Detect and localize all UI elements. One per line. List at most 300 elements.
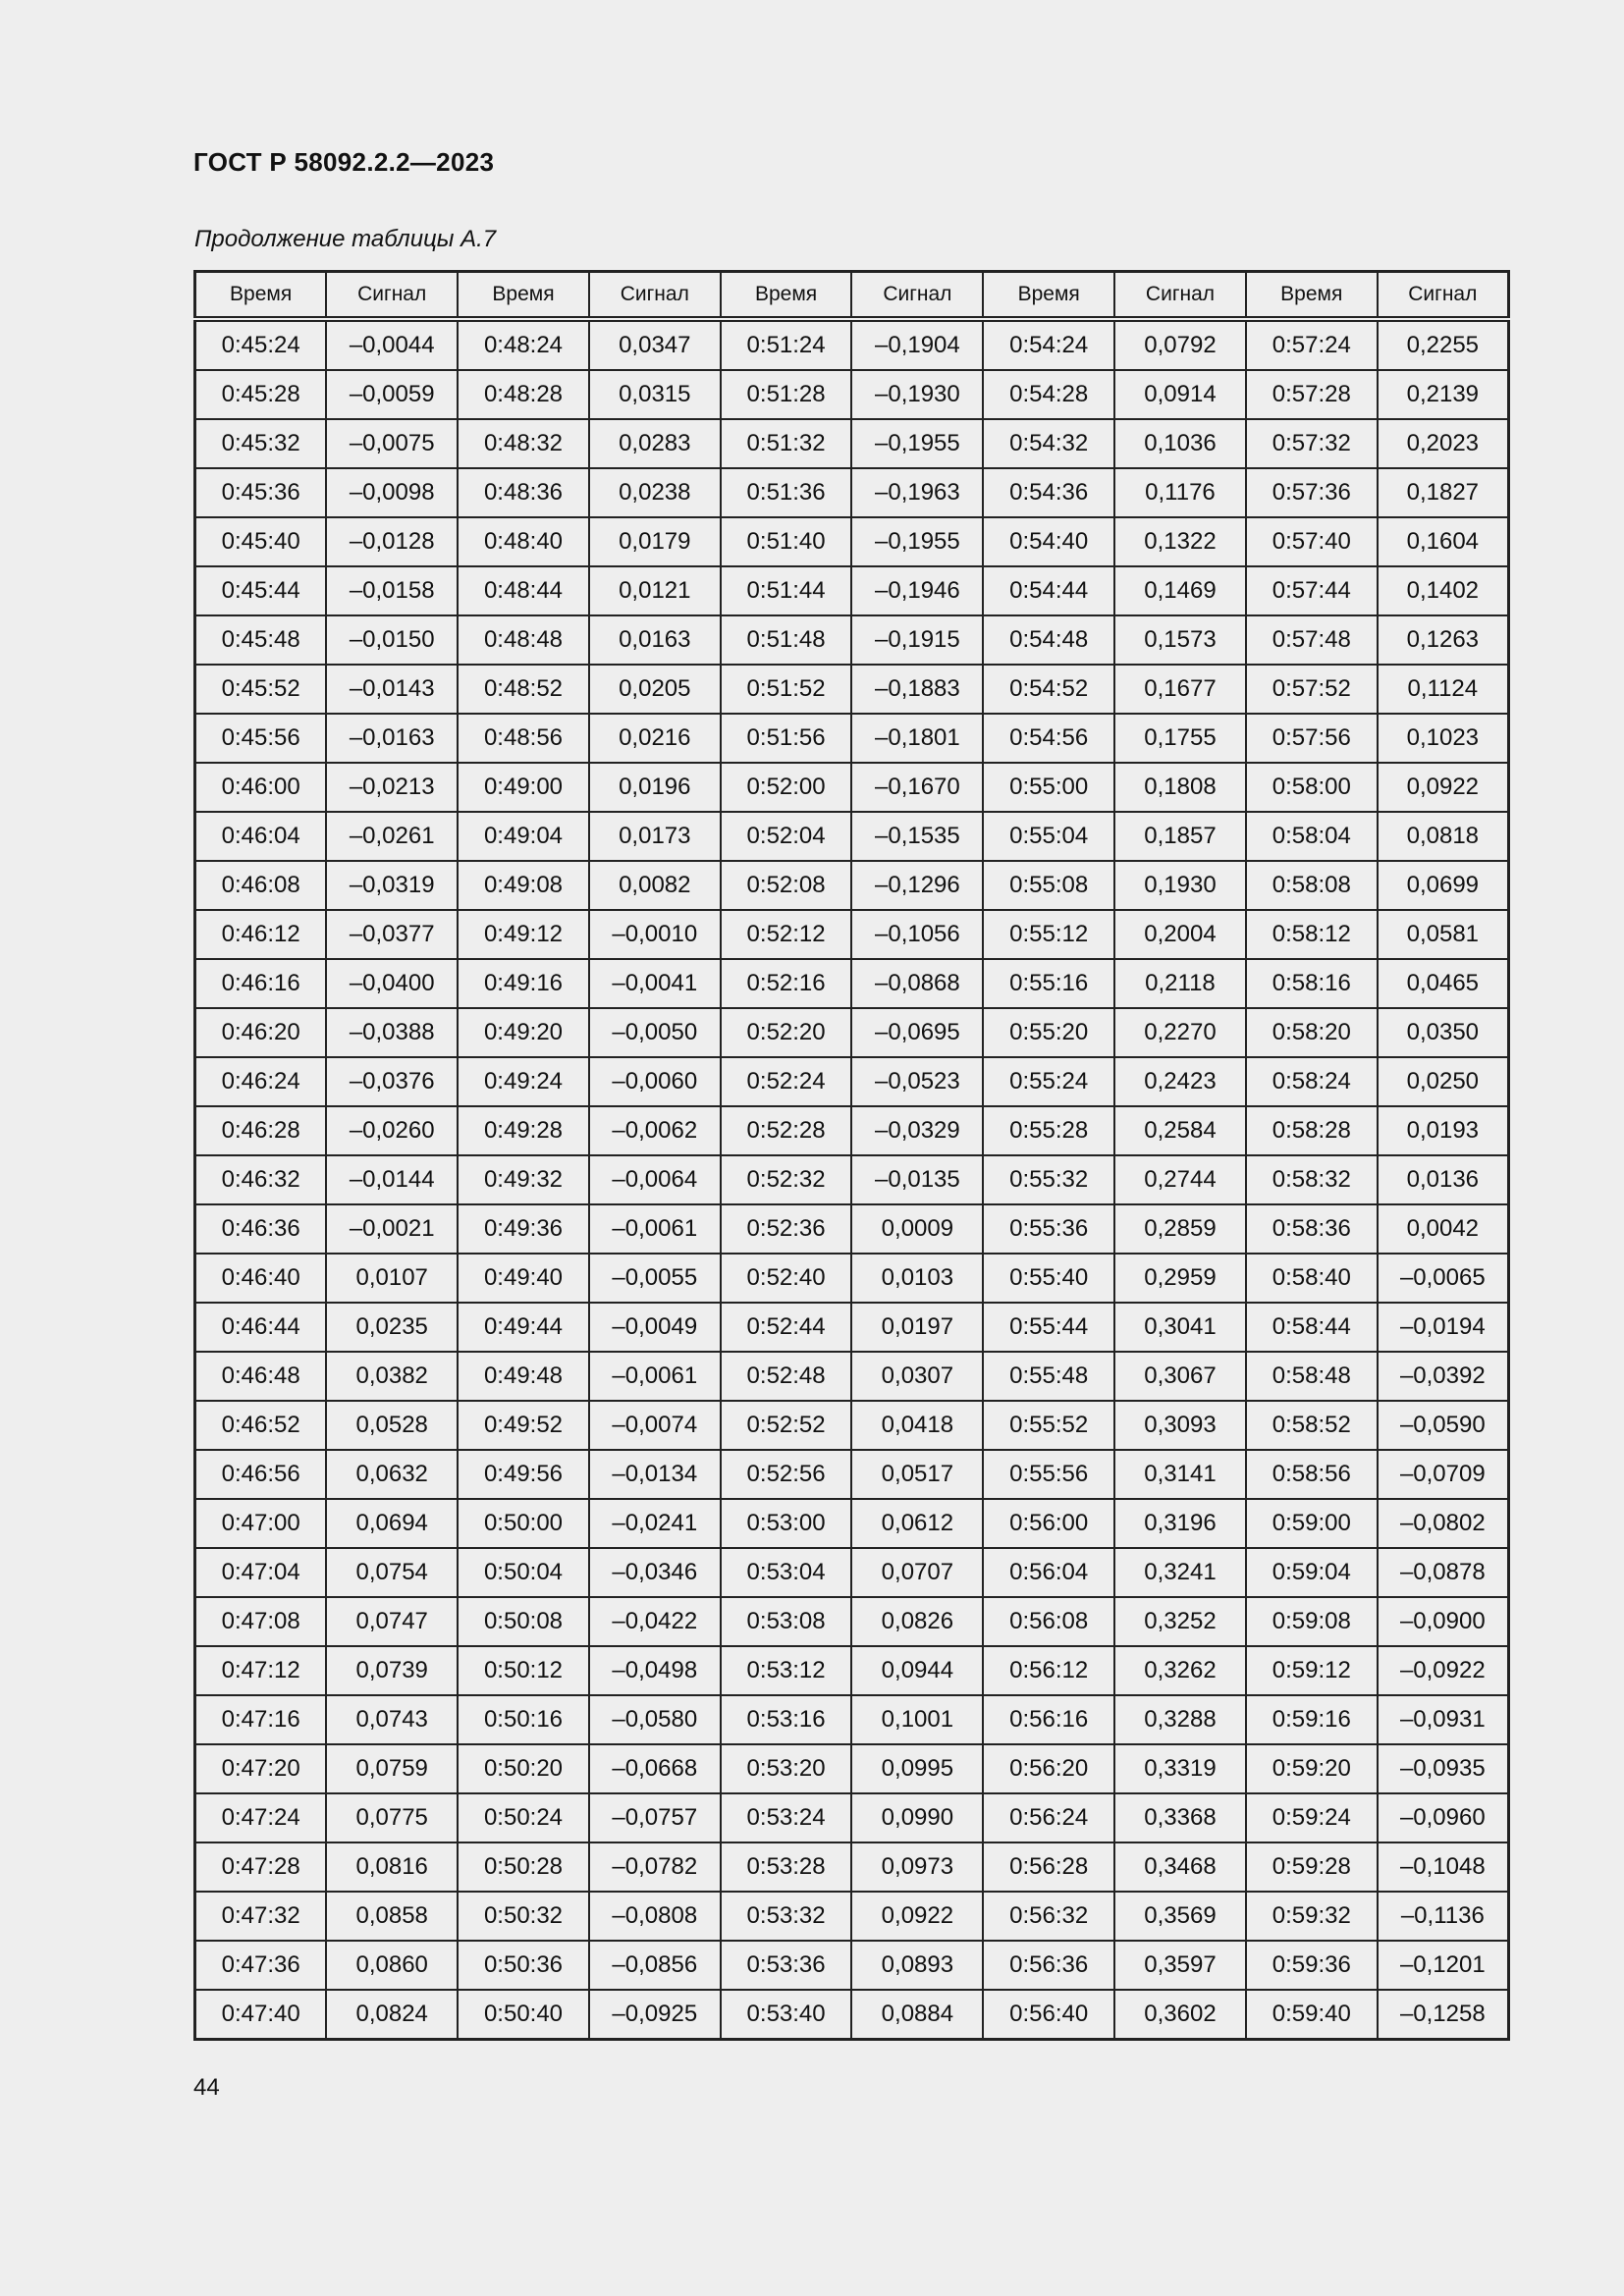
page-number: 44 — [193, 2074, 220, 2101]
table-row — [195, 566, 1509, 615]
time-cell: 0:51:40 — [721, 517, 852, 566]
time-cell: 0:57:28 — [1246, 370, 1378, 419]
time-cell: 0:57:40 — [1246, 517, 1378, 566]
signal-cell: 0,0216 — [589, 714, 721, 763]
signal-cell: –0,0144 — [326, 1155, 458, 1204]
signal-cell: 0,1677 — [1114, 665, 1246, 714]
time-cell: 0:59:12 — [1246, 1646, 1378, 1695]
time-cell: 0:56:04 — [983, 1548, 1114, 1597]
time-cell: 0:59:08 — [1246, 1597, 1378, 1646]
table-row — [195, 763, 1509, 812]
time-cell: 0:56:28 — [983, 1842, 1114, 1892]
time-cell: 0:58:40 — [1246, 1254, 1378, 1303]
signal-cell: –0,0376 — [326, 1057, 458, 1106]
signal-cell: 0,3368 — [1114, 1793, 1246, 1842]
signal-cell: –0,0392 — [1378, 1352, 1509, 1401]
signal-cell: –0,1056 — [851, 910, 983, 959]
signal-cell: 0,0136 — [1378, 1155, 1509, 1204]
time-cell: 0:50:24 — [458, 1793, 589, 1842]
time-cell: 0:47:28 — [195, 1842, 327, 1892]
time-cell: 0:56:12 — [983, 1646, 1114, 1695]
time-cell: 0:48:44 — [458, 566, 589, 615]
signal-cell: 0,0922 — [851, 1892, 983, 1941]
time-cell: 0:46:04 — [195, 812, 327, 861]
signal-cell: –0,0523 — [851, 1057, 983, 1106]
signal-cell: 0,0250 — [1378, 1057, 1509, 1106]
signal-cell: 0,0307 — [851, 1352, 983, 1401]
time-cell: 0:55:16 — [983, 959, 1114, 1008]
signal-cell: –0,0010 — [589, 910, 721, 959]
time-cell: 0:56:16 — [983, 1695, 1114, 1744]
signal-cell: –0,0590 — [1378, 1401, 1509, 1450]
time-cell: 0:53:20 — [721, 1744, 852, 1793]
signal-cell: –0,0802 — [1378, 1499, 1509, 1548]
time-cell: 0:53:24 — [721, 1793, 852, 1842]
time-cell: 0:52:24 — [721, 1057, 852, 1106]
table-row — [195, 1695, 1509, 1744]
time-cell: 0:52:08 — [721, 861, 852, 910]
signal-cell: 0,2139 — [1378, 370, 1509, 419]
time-cell: 0:52:04 — [721, 812, 852, 861]
time-cell: 0:54:40 — [983, 517, 1114, 566]
signal-cell: 0,0163 — [589, 615, 721, 665]
time-cell: 0:50:00 — [458, 1499, 589, 1548]
signal-cell: 0,2023 — [1378, 419, 1509, 468]
time-cell: 0:49:28 — [458, 1106, 589, 1155]
time-cell: 0:46:32 — [195, 1155, 327, 1204]
table-row — [195, 959, 1509, 1008]
signal-cell: –0,0065 — [1378, 1254, 1509, 1303]
time-cell: 0:55:04 — [983, 812, 1114, 861]
signal-cell: –0,0388 — [326, 1008, 458, 1057]
time-cell: 0:58:48 — [1246, 1352, 1378, 1401]
signal-cell: –0,0128 — [326, 517, 458, 566]
time-cell: 0:51:48 — [721, 615, 852, 665]
signal-cell: –0,0241 — [589, 1499, 721, 1548]
signal-cell: 0,0818 — [1378, 812, 1509, 861]
signal-cell: –0,1955 — [851, 419, 983, 468]
time-cell: 0:46:08 — [195, 861, 327, 910]
time-cell: 0:51:52 — [721, 665, 852, 714]
signal-cell: –0,0041 — [589, 959, 721, 1008]
column-header: Время — [195, 272, 327, 320]
signal-cell: 0,0238 — [589, 468, 721, 517]
table-row — [195, 665, 1509, 714]
time-cell: 0:58:20 — [1246, 1008, 1378, 1057]
signal-cell: 0,3241 — [1114, 1548, 1246, 1597]
time-cell: 0:55:12 — [983, 910, 1114, 959]
table-row — [195, 1646, 1509, 1695]
signal-cell: –0,1670 — [851, 763, 983, 812]
signal-cell: –0,0064 — [589, 1155, 721, 1204]
time-cell: 0:50:16 — [458, 1695, 589, 1744]
signal-cell: 0,0990 — [851, 1793, 983, 1842]
signal-cell: 0,0707 — [851, 1548, 983, 1597]
signal-cell: 0,0612 — [851, 1499, 983, 1548]
table-row — [195, 1303, 1509, 1352]
table-row — [195, 1597, 1509, 1646]
time-cell: 0:56:00 — [983, 1499, 1114, 1548]
time-cell: 0:49:40 — [458, 1254, 589, 1303]
time-cell: 0:54:28 — [983, 370, 1114, 419]
signal-cell: –0,0935 — [1378, 1744, 1509, 1793]
signal-cell: 0,3262 — [1114, 1646, 1246, 1695]
signal-cell: 0,0107 — [326, 1254, 458, 1303]
signal-cell: 0,0528 — [326, 1401, 458, 1450]
table-row — [195, 517, 1509, 566]
signal-cell: –0,0260 — [326, 1106, 458, 1155]
signal-cell: 0,0893 — [851, 1941, 983, 1990]
signal-cell: 0,1322 — [1114, 517, 1246, 566]
time-cell: 0:59:40 — [1246, 1990, 1378, 2040]
signal-cell: 0,0743 — [326, 1695, 458, 1744]
table-row — [195, 1990, 1509, 2040]
signal-cell: 0,0699 — [1378, 861, 1509, 910]
time-cell: 0:57:32 — [1246, 419, 1378, 468]
signal-cell: 0,3468 — [1114, 1842, 1246, 1892]
column-header: Сигнал — [1378, 272, 1509, 320]
time-cell: 0:54:32 — [983, 419, 1114, 468]
table-row — [195, 1941, 1509, 1990]
time-cell: 0:58:52 — [1246, 1401, 1378, 1450]
signal-cell: 0,0739 — [326, 1646, 458, 1695]
signal-cell: 0,0418 — [851, 1401, 983, 1450]
signal-cell: 0,0973 — [851, 1842, 983, 1892]
time-cell: 0:55:52 — [983, 1401, 1114, 1450]
time-cell: 0:50:08 — [458, 1597, 589, 1646]
time-cell: 0:55:44 — [983, 1303, 1114, 1352]
signal-cell: 0,1604 — [1378, 517, 1509, 566]
time-cell: 0:56:36 — [983, 1941, 1114, 1990]
time-cell: 0:45:28 — [195, 370, 327, 419]
time-cell: 0:49:44 — [458, 1303, 589, 1352]
table-row — [195, 1008, 1509, 1057]
signal-cell: 0,1930 — [1114, 861, 1246, 910]
signal-cell: 0,0205 — [589, 665, 721, 714]
time-cell: 0:53:36 — [721, 1941, 852, 1990]
signal-cell: 0,3569 — [1114, 1892, 1246, 1941]
time-cell: 0:57:56 — [1246, 714, 1378, 763]
signal-cell: 0,2859 — [1114, 1204, 1246, 1254]
time-cell: 0:55:36 — [983, 1204, 1114, 1254]
header-row — [195, 272, 1509, 320]
time-cell: 0:46:20 — [195, 1008, 327, 1057]
time-cell: 0:52:44 — [721, 1303, 852, 1352]
signal-cell: –0,0757 — [589, 1793, 721, 1842]
time-cell: 0:58:00 — [1246, 763, 1378, 812]
time-cell: 0:47:20 — [195, 1744, 327, 1793]
signal-cell: 0,0914 — [1114, 370, 1246, 419]
signal-cell: 0,1469 — [1114, 566, 1246, 615]
signal-cell: –0,0808 — [589, 1892, 721, 1941]
time-cell: 0:53:04 — [721, 1548, 852, 1597]
time-cell: 0:54:36 — [983, 468, 1114, 517]
time-cell: 0:56:40 — [983, 1990, 1114, 2040]
signal-cell: 0,0632 — [326, 1450, 458, 1499]
time-cell: 0:52:52 — [721, 1401, 852, 1450]
time-cell: 0:55:56 — [983, 1450, 1114, 1499]
time-cell: 0:45:36 — [195, 468, 327, 517]
signal-cell: –0,0021 — [326, 1204, 458, 1254]
time-cell: 0:54:24 — [983, 319, 1114, 370]
table-row — [195, 910, 1509, 959]
signal-cell: –0,0856 — [589, 1941, 721, 1990]
time-cell: 0:46:24 — [195, 1057, 327, 1106]
time-cell: 0:52:28 — [721, 1106, 852, 1155]
column-header: Сигнал — [589, 272, 721, 320]
time-cell: 0:52:12 — [721, 910, 852, 959]
signal-cell: 0,0858 — [326, 1892, 458, 1941]
time-cell: 0:47:36 — [195, 1941, 327, 1990]
signal-cell: –0,0319 — [326, 861, 458, 910]
table-row — [195, 1499, 1509, 1548]
time-cell: 0:49:00 — [458, 763, 589, 812]
table-row — [195, 1892, 1509, 1941]
time-cell: 0:55:24 — [983, 1057, 1114, 1106]
signal-cell: 0,2270 — [1114, 1008, 1246, 1057]
signal-cell: 0,3597 — [1114, 1941, 1246, 1990]
time-cell: 0:45:48 — [195, 615, 327, 665]
table-row — [195, 1254, 1509, 1303]
time-cell: 0:50:40 — [458, 1990, 589, 2040]
time-cell: 0:57:36 — [1246, 468, 1378, 517]
time-cell: 0:57:44 — [1246, 566, 1378, 615]
time-cell: 0:58:08 — [1246, 861, 1378, 910]
signal-cell: 0,2004 — [1114, 910, 1246, 959]
time-cell: 0:52:32 — [721, 1155, 852, 1204]
signal-cell: 0,0860 — [326, 1941, 458, 1990]
time-cell: 0:54:48 — [983, 615, 1114, 665]
time-cell: 0:49:04 — [458, 812, 589, 861]
time-cell: 0:52:36 — [721, 1204, 852, 1254]
signal-cell: 0,3067 — [1114, 1352, 1246, 1401]
table-row — [195, 1744, 1509, 1793]
time-cell: 0:46:56 — [195, 1450, 327, 1499]
signal-cell: 0,1263 — [1378, 615, 1509, 665]
table-caption: Продолжение таблицы А.7 — [194, 226, 497, 252]
signal-cell: –0,0695 — [851, 1008, 983, 1057]
signal-cell: 0,1036 — [1114, 419, 1246, 468]
time-cell: 0:46:52 — [195, 1401, 327, 1450]
signal-cell: 0,0517 — [851, 1450, 983, 1499]
signal-cell: –0,0061 — [589, 1204, 721, 1254]
time-cell: 0:45:40 — [195, 517, 327, 566]
signal-cell: –0,1201 — [1378, 1941, 1509, 1990]
time-cell: 0:53:12 — [721, 1646, 852, 1695]
time-cell: 0:53:08 — [721, 1597, 852, 1646]
signal-cell: –0,0709 — [1378, 1450, 1509, 1499]
time-cell: 0:58:04 — [1246, 812, 1378, 861]
time-cell: 0:48:40 — [458, 517, 589, 566]
signal-cell: 0,3319 — [1114, 1744, 1246, 1793]
signal-cell: –0,0059 — [326, 370, 458, 419]
time-cell: 0:47:04 — [195, 1548, 327, 1597]
signal-cell: 0,1827 — [1378, 468, 1509, 517]
signal-cell: –0,0062 — [589, 1106, 721, 1155]
signal-cell: 0,2959 — [1114, 1254, 1246, 1303]
time-cell: 0:52:56 — [721, 1450, 852, 1499]
column-header: Время — [983, 272, 1114, 320]
signal-cell: 0,0759 — [326, 1744, 458, 1793]
table-row — [195, 1450, 1509, 1499]
signal-cell: –0,0931 — [1378, 1695, 1509, 1744]
time-cell: 0:59:20 — [1246, 1744, 1378, 1793]
time-cell: 0:57:24 — [1246, 319, 1378, 370]
time-cell: 0:48:48 — [458, 615, 589, 665]
time-cell: 0:55:20 — [983, 1008, 1114, 1057]
column-header: Сигнал — [851, 272, 983, 320]
time-cell: 0:52:16 — [721, 959, 852, 1008]
table-row — [195, 1155, 1509, 1204]
time-cell: 0:54:52 — [983, 665, 1114, 714]
signal-cell: 0,3041 — [1114, 1303, 1246, 1352]
signal-cell: 0,0283 — [589, 419, 721, 468]
time-cell: 0:58:16 — [1246, 959, 1378, 1008]
time-cell: 0:53:40 — [721, 1990, 852, 2040]
signal-cell: –0,0158 — [326, 566, 458, 615]
time-cell: 0:49:56 — [458, 1450, 589, 1499]
signal-cell: 0,3141 — [1114, 1450, 1246, 1499]
time-cell: 0:59:00 — [1246, 1499, 1378, 1548]
signal-cell: 0,0581 — [1378, 910, 1509, 959]
signal-cell: 0,2584 — [1114, 1106, 1246, 1155]
signal-cell: 0,2744 — [1114, 1155, 1246, 1204]
time-cell: 0:45:44 — [195, 566, 327, 615]
time-cell: 0:51:56 — [721, 714, 852, 763]
signal-cell: 0,2118 — [1114, 959, 1246, 1008]
table-row — [195, 1057, 1509, 1106]
signal-cell: 0,0884 — [851, 1990, 983, 2040]
time-cell: 0:49:48 — [458, 1352, 589, 1401]
signal-cell: –0,1955 — [851, 517, 983, 566]
signal-cell: –0,0044 — [326, 319, 458, 370]
table-row — [195, 1548, 1509, 1597]
signal-cell: –0,0422 — [589, 1597, 721, 1646]
signal-cell: 0,1023 — [1378, 714, 1509, 763]
time-cell: 0:59:32 — [1246, 1892, 1378, 1941]
signal-cell: 0,1808 — [1114, 763, 1246, 812]
signal-cell: –0,1535 — [851, 812, 983, 861]
time-cell: 0:46:28 — [195, 1106, 327, 1155]
time-cell: 0:55:00 — [983, 763, 1114, 812]
time-cell: 0:50:04 — [458, 1548, 589, 1597]
time-cell: 0:45:56 — [195, 714, 327, 763]
signal-cell: –0,0782 — [589, 1842, 721, 1892]
time-cell: 0:48:28 — [458, 370, 589, 419]
time-cell: 0:55:08 — [983, 861, 1114, 910]
time-cell: 0:45:24 — [195, 319, 327, 370]
signal-cell: 0,0382 — [326, 1352, 458, 1401]
time-cell: 0:56:24 — [983, 1793, 1114, 1842]
time-cell: 0:51:32 — [721, 419, 852, 468]
time-cell: 0:57:52 — [1246, 665, 1378, 714]
signal-cell: –0,0055 — [589, 1254, 721, 1303]
signal-cell: –0,1946 — [851, 566, 983, 615]
signal-cell: –0,0194 — [1378, 1303, 1509, 1352]
table-row — [195, 370, 1509, 419]
signal-cell: 0,0824 — [326, 1990, 458, 2040]
signal-cell: 0,0775 — [326, 1793, 458, 1842]
signal-cell: –0,1904 — [851, 319, 983, 370]
signal-cell: 0,3602 — [1114, 1990, 1246, 2040]
signal-cell: 0,3288 — [1114, 1695, 1246, 1744]
signal-cell: 0,0315 — [589, 370, 721, 419]
data-table — [193, 270, 1510, 2041]
time-cell: 0:53:00 — [721, 1499, 852, 1548]
signal-cell: –0,0580 — [589, 1695, 721, 1744]
time-cell: 0:50:12 — [458, 1646, 589, 1695]
time-cell: 0:47:08 — [195, 1597, 327, 1646]
column-header: Сигнал — [326, 272, 458, 320]
column-header: Время — [1246, 272, 1378, 320]
table-row — [195, 1106, 1509, 1155]
time-cell: 0:59:28 — [1246, 1842, 1378, 1892]
signal-cell: 0,1755 — [1114, 714, 1246, 763]
signal-cell: 0,2255 — [1378, 319, 1509, 370]
time-cell: 0:49:20 — [458, 1008, 589, 1057]
time-cell: 0:53:32 — [721, 1892, 852, 1941]
table-row — [195, 714, 1509, 763]
signal-cell: –0,0050 — [589, 1008, 721, 1057]
signal-cell: 0,0196 — [589, 763, 721, 812]
time-cell: 0:49:36 — [458, 1204, 589, 1254]
time-cell: 0:56:20 — [983, 1744, 1114, 1793]
signal-cell: 0,0754 — [326, 1548, 458, 1597]
signal-cell: –0,0061 — [589, 1352, 721, 1401]
signal-cell: –0,0868 — [851, 959, 983, 1008]
signal-cell: 0,0173 — [589, 812, 721, 861]
time-cell: 0:48:24 — [458, 319, 589, 370]
time-cell: 0:58:32 — [1246, 1155, 1378, 1204]
signal-cell: –0,0922 — [1378, 1646, 1509, 1695]
time-cell: 0:50:20 — [458, 1744, 589, 1793]
time-cell: 0:46:16 — [195, 959, 327, 1008]
time-cell: 0:55:32 — [983, 1155, 1114, 1204]
time-cell: 0:53:16 — [721, 1695, 852, 1744]
signal-cell: –0,0135 — [851, 1155, 983, 1204]
time-cell: 0:58:12 — [1246, 910, 1378, 959]
signal-cell: 0,0995 — [851, 1744, 983, 1793]
time-cell: 0:50:32 — [458, 1892, 589, 1941]
document-code: ГОСТ Р 58092.2.2—2023 — [193, 147, 495, 177]
signal-cell: –0,0049 — [589, 1303, 721, 1352]
signal-cell: –0,0213 — [326, 763, 458, 812]
table-row — [195, 615, 1509, 665]
signal-cell: –0,0377 — [326, 910, 458, 959]
time-cell: 0:49:24 — [458, 1057, 589, 1106]
time-cell: 0:52:48 — [721, 1352, 852, 1401]
signal-cell: 0,0465 — [1378, 959, 1509, 1008]
time-cell: 0:51:44 — [721, 566, 852, 615]
time-cell: 0:57:48 — [1246, 615, 1378, 665]
table-row — [195, 1401, 1509, 1450]
signal-cell: –0,1258 — [1378, 1990, 1509, 2040]
signal-cell: 0,0193 — [1378, 1106, 1509, 1155]
table-body — [195, 319, 1509, 2040]
time-cell: 0:49:16 — [458, 959, 589, 1008]
time-cell: 0:59:04 — [1246, 1548, 1378, 1597]
column-header: Сигнал — [1114, 272, 1246, 320]
time-cell: 0:46:48 — [195, 1352, 327, 1401]
table-row — [195, 861, 1509, 910]
signal-cell: –0,0400 — [326, 959, 458, 1008]
time-cell: 0:47:40 — [195, 1990, 327, 2040]
table-row — [195, 1842, 1509, 1892]
signal-cell: –0,0150 — [326, 615, 458, 665]
signal-cell: 0,0826 — [851, 1597, 983, 1646]
time-cell: 0:51:36 — [721, 468, 852, 517]
signal-cell: –0,0900 — [1378, 1597, 1509, 1646]
